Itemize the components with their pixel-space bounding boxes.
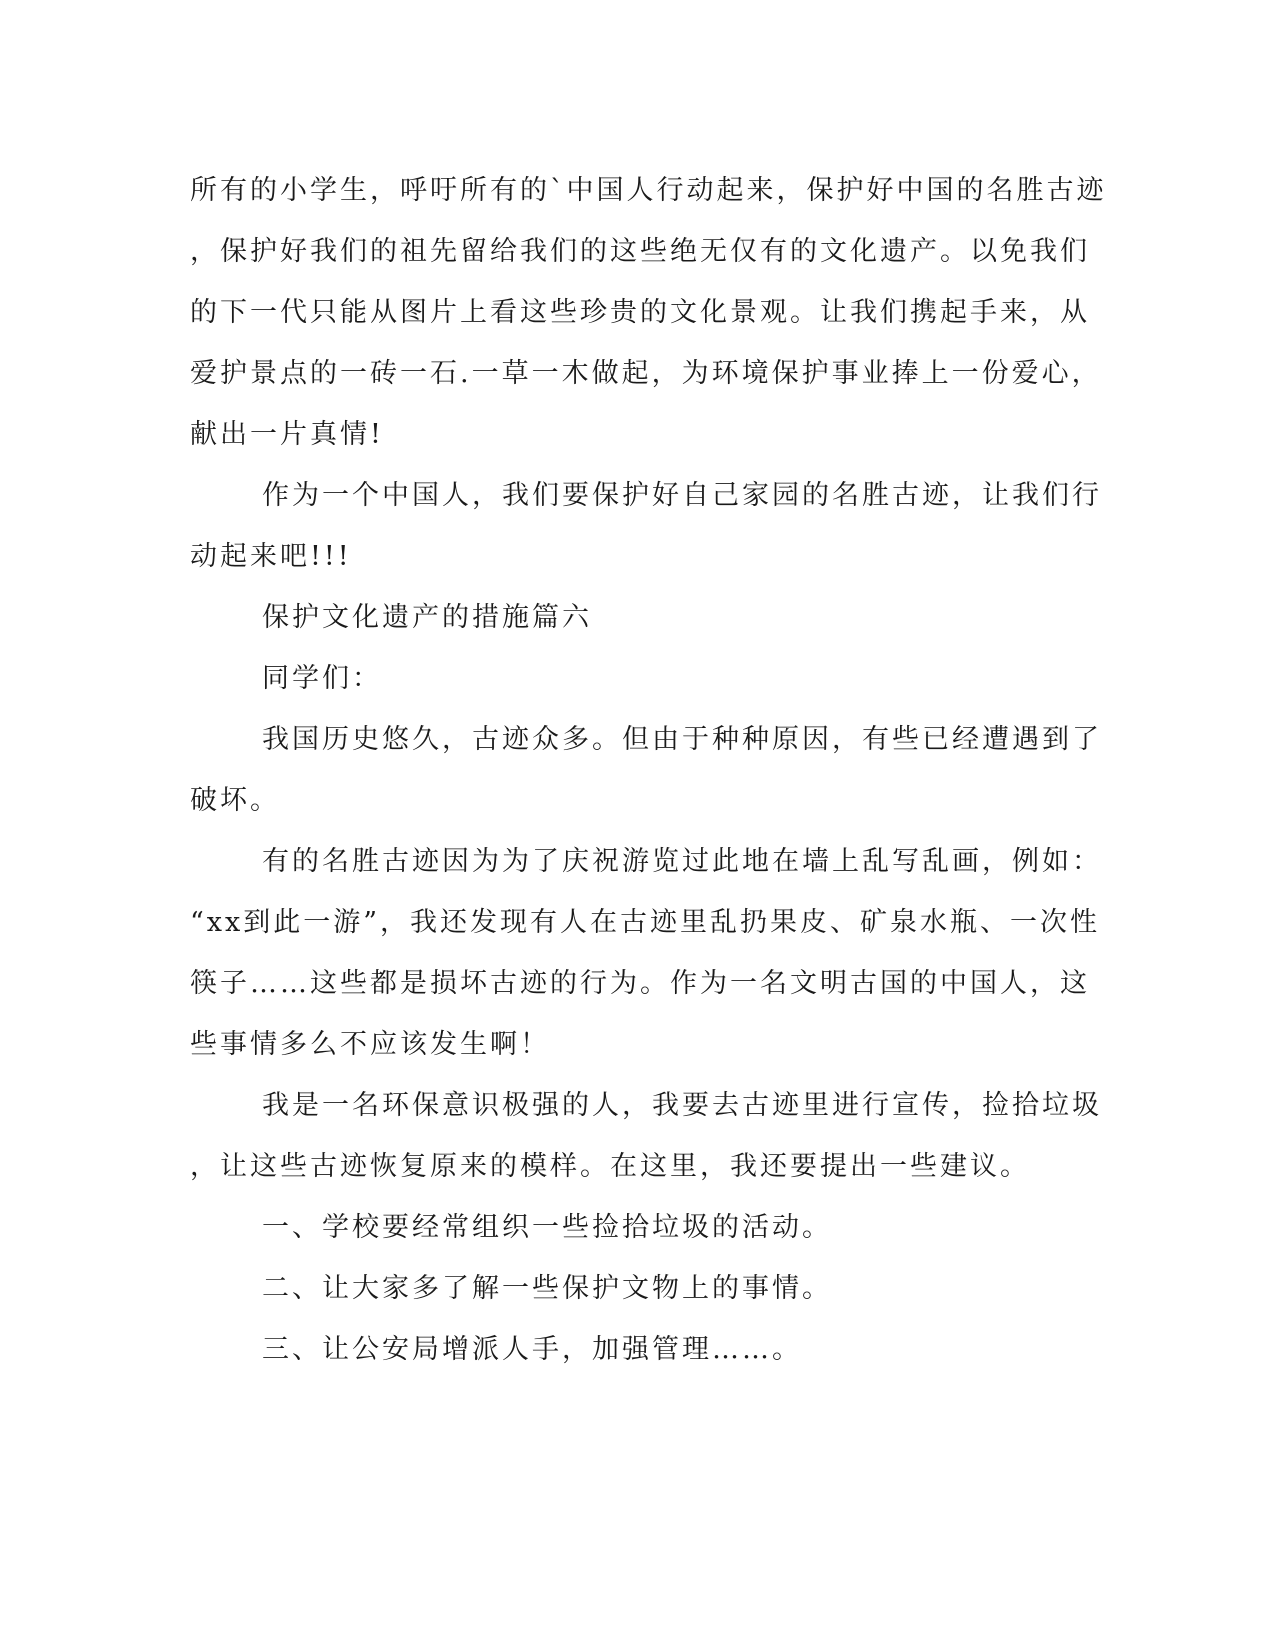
text-line: 破坏。 — [190, 785, 280, 816]
text-line: 爱护景点的一砖一石.一草一木做起，为环境保护事业捧上一份爱心， — [190, 358, 1102, 389]
text-line: 献出一片真情! — [190, 419, 384, 450]
salutation: 同学们： — [262, 663, 382, 694]
text-line: 作为一个中国人，我们要保护好自己家园的名胜古迹，让我们行 — [262, 480, 1102, 511]
list-item: 三、让公安局增派人手，加强管理……。 — [262, 1334, 802, 1365]
text-line: 筷子……这些都是损坏古迹的行为。作为一名文明古国的中国人，这 — [190, 968, 1090, 999]
text-line: 的下一代只能从图片上看这些珍贵的文化景观。让我们携起手来，从 — [190, 297, 1090, 328]
list-item: 一、学校要经常组织一些捡拾垃圾的活动。 — [262, 1212, 832, 1243]
text-line: 我国历史悠久，古迹众多。但由于种种原因，有些已经遭遇到了 — [262, 724, 1102, 755]
text-line: ，保护好我们的祖先留给我们的这些绝无仅有的文化遗产。以免我们 — [190, 236, 1090, 267]
text-line: 所有的小学生，呼吁所有的`中国人行动起来，保护好中国的名胜古迹 — [190, 175, 1107, 206]
document-body — [190, 160, 1107, 1380]
text-line: “xx到此一游”，我还发现有人在古迹里乱扔果皮、矿泉水瓶、一次性 — [190, 907, 1101, 938]
text-line: 动起来吧!!! — [190, 541, 352, 572]
section-heading: 保护文化遗产的措施篇六 — [262, 602, 592, 633]
text-line: 有的名胜古迹因为为了庆祝游览过此地在墙上乱写乱画，例如： — [262, 846, 1102, 877]
list-item: 二、让大家多了解一些保护文物上的事情。 — [262, 1273, 832, 1304]
text-line: 些事情多么不应该发生啊！ — [190, 1029, 550, 1060]
text-line: ，让这些古迹恢复原来的模样。在这里，我还要提出一些建议。 — [190, 1151, 1030, 1182]
text-line: 我是一名环保意识极强的人，我要去古迹里进行宣传，捡拾垃圾 — [262, 1090, 1102, 1121]
